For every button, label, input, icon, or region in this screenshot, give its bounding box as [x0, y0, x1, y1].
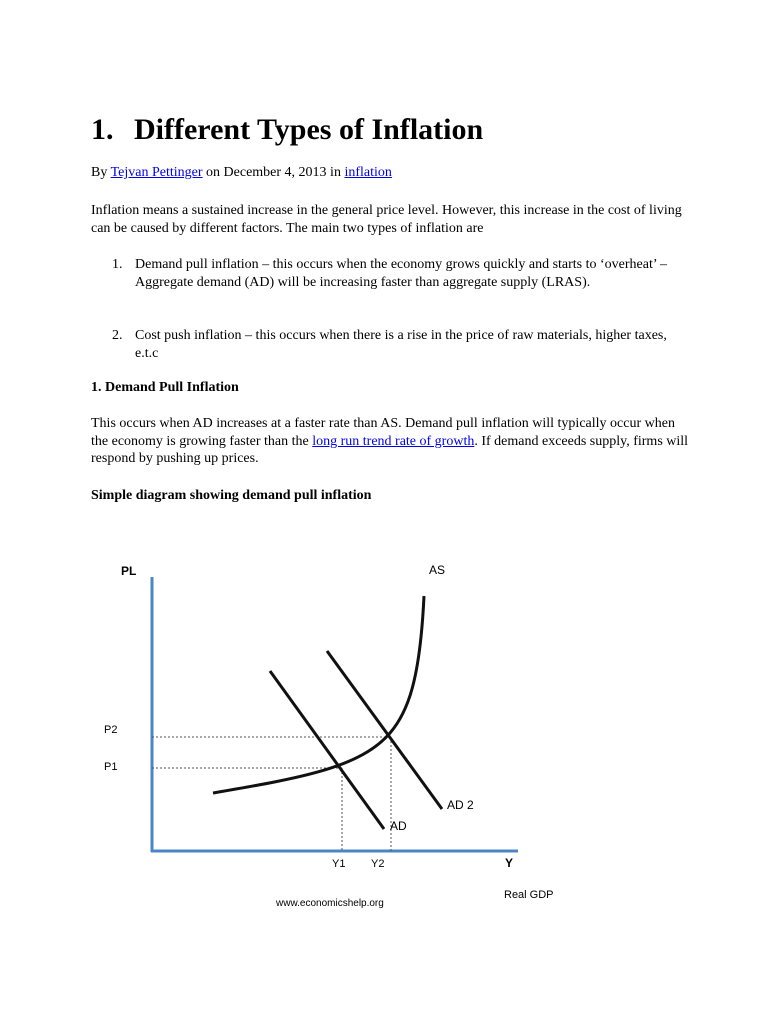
ad2-label: AD 2 [447, 798, 474, 812]
p1-label: P1 [104, 761, 118, 773]
as-label: AS [429, 563, 446, 577]
category-link[interactable]: inflation [344, 165, 392, 180]
author-link[interactable]: Tejvan Pettinger [110, 165, 203, 180]
real-gdp-label: Real GDP [504, 889, 554, 901]
trend-growth-link[interactable]: long run trend rate of growth [312, 433, 475, 449]
list-item-number: 2. [112, 328, 123, 343]
x-axis-label: Y [505, 856, 514, 870]
ad2-curve [327, 651, 442, 809]
list-item-text: Demand pull inflation – this occurs when the economy grows quickly and starts to ‘overheat’ – Aggregate demand (AD) will be increasing faster than aggregate supply (LRAS). [135, 257, 667, 290]
y2-label: Y2 [371, 858, 385, 870]
ad-label: AD [390, 819, 407, 833]
title-text: Different Types of Inflation [134, 113, 484, 146]
source-label: www.economicshelp.org [276, 898, 384, 909]
y1-label: Y1 [332, 858, 346, 870]
y-axis-label: PL [121, 564, 137, 578]
title-number: 1. [91, 113, 114, 146]
demand-text-before: This occurs when AD increases at a faster rate than AS. Demand pull inflation will typically occur when the economy is growing faster than the [91, 416, 675, 449]
section-heading: 1. Demand Pull Inflation [91, 380, 239, 395]
intro-paragraph: Inflation means a sustained increase in the general price level. However, this increase in the cost of living can be caused by different factors. The main two types of inflation are [91, 203, 682, 236]
byline-by: By [91, 165, 108, 180]
byline-date: on December 4, 2013 in [206, 165, 341, 180]
as-curve [213, 596, 424, 793]
list-item-number: 1. [112, 257, 123, 272]
ad-curve [270, 671, 384, 829]
diagram-caption: Simple diagram showing demand pull inflation [91, 488, 372, 503]
list-item-text: Cost push inflation – this occurs when there is a rise in the price of raw materials, higher taxes, e.t.c [135, 328, 667, 361]
p2-label: P2 [104, 724, 118, 736]
demand-text-after: . If demand exceeds supply, firms will respond by pushing up prices. [91, 433, 689, 466]
